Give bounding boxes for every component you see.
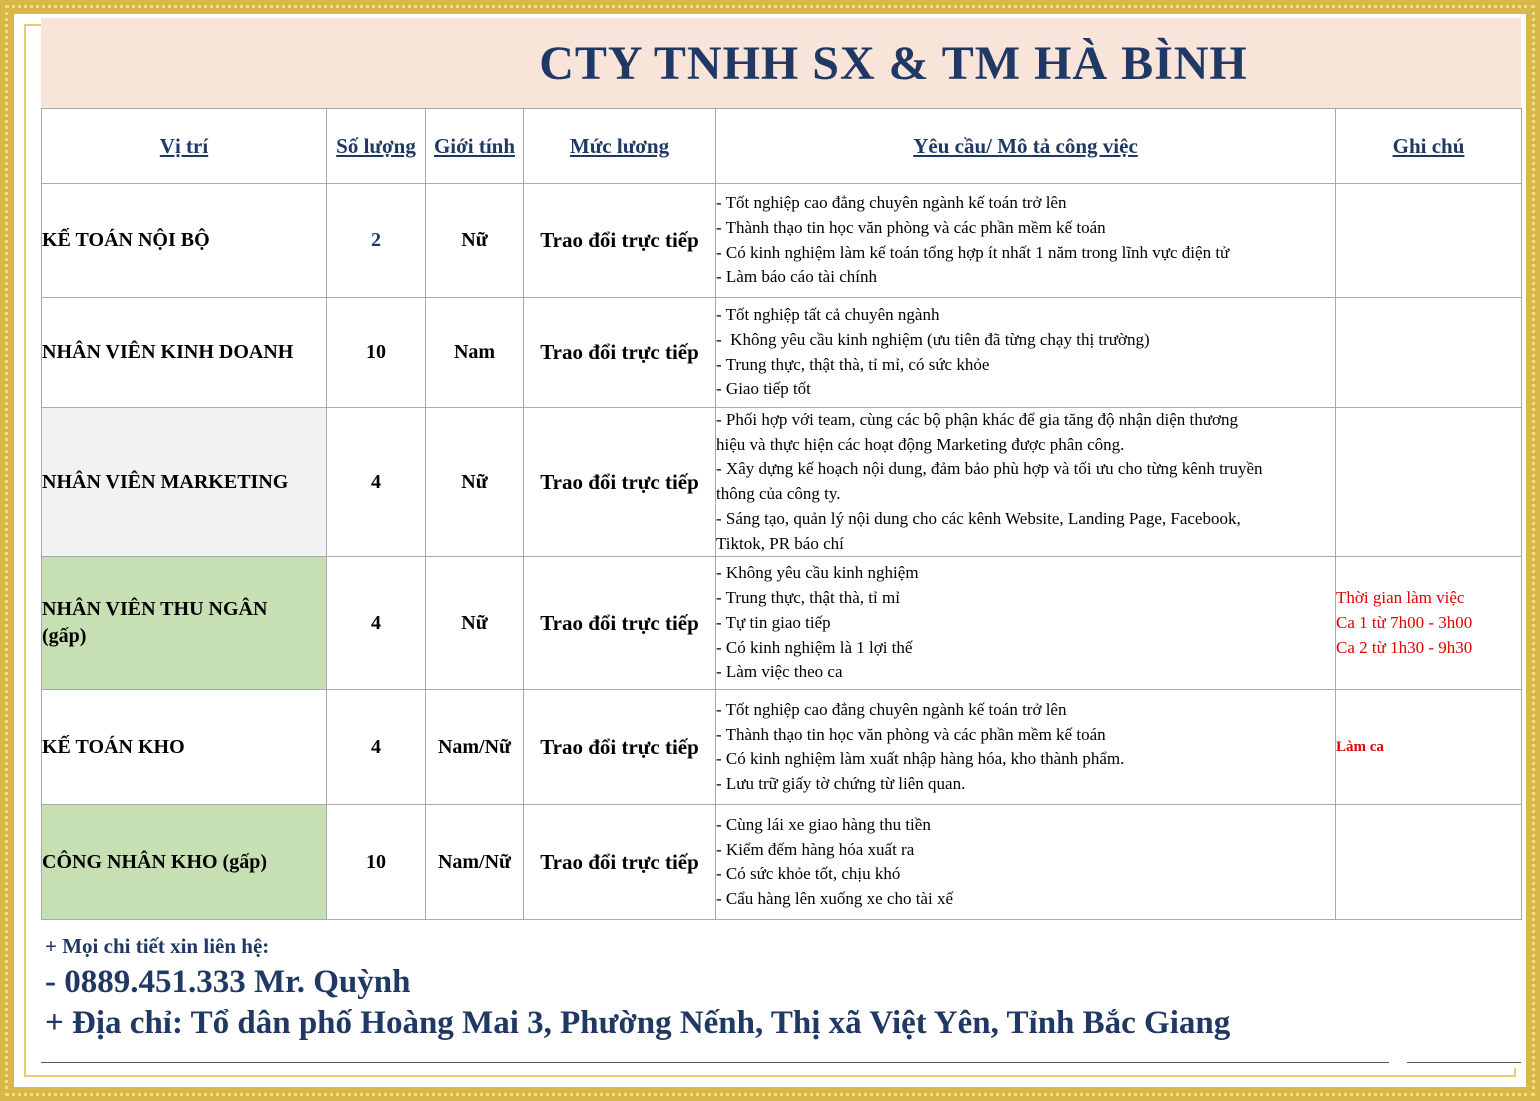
cell-description: [716, 408, 1336, 557]
description-line: - Tốt nghiệp cao đẳng chuyên ngành kế toán trở lên: [716, 193, 1067, 213]
header-quantity: Số lượng: [327, 109, 426, 184]
title-bar: [41, 18, 1521, 109]
description-line: - Có kinh nghiệm làm xuất nhập hàng hóa, kho thành phẩm.: [716, 749, 1125, 769]
contact-phone: - 0889.451.333 Mr. Quỳnh: [45, 964, 411, 1000]
description-line: - Thành thạo tin học văn phòng và các phần mềm kế toán: [716, 217, 1106, 237]
cell-quantity: 10: [327, 805, 426, 920]
description-line: - Trung thực, thật thà, tỉ mỉ: [716, 588, 900, 608]
description-line: - Làm việc theo ca: [716, 662, 843, 682]
description-line: - Có sức khỏe tốt, chịu khó: [716, 864, 901, 884]
header-gender: Giới tính: [426, 109, 524, 184]
company-title: CTY TNHH SX & TM HÀ BÌNH: [539, 37, 1248, 90]
note-line: Ca 2 từ 1h30 - 9h30: [1336, 637, 1473, 657]
table-row: [42, 805, 1522, 920]
description-line: - Phối hợp với team, cùng các bộ phận khác để gia tăng độ nhận diện thương: [716, 410, 1238, 429]
note-line: Ca 1 từ 7h00 - 3h00: [1336, 612, 1473, 632]
cell-gender: Nam: [426, 298, 524, 408]
cell-gender: Nam/Nữ: [426, 805, 524, 920]
description-line: - Cẩu hàng lên xuống xe cho tài xế: [716, 888, 953, 908]
cell-salary: Trao đổi trực tiếp: [524, 408, 716, 557]
description-line: - Làm báo cáo tài chính: [716, 267, 877, 287]
description-line: - Cùng lái xe giao hàng thu tiền: [716, 814, 931, 834]
description-line: - Trung thực, thật thà, tỉ mỉ, có sức khỏe: [716, 354, 990, 374]
cell-gender: Nữ: [426, 184, 524, 298]
cell-note: [1336, 557, 1522, 690]
cell-position: NHÂN VIÊN THU NGÂN (gấp): [42, 557, 327, 690]
cell-note: [1336, 184, 1522, 298]
cell-position: NHÂN VIÊN MARKETING: [42, 408, 327, 557]
jobs-table: [41, 108, 1522, 920]
cell-gender: Nữ: [426, 557, 524, 690]
description-line: - Xây dựng kế hoạch nội dung, đảm bảo phù hợp và tối ưu cho từng kênh truyền: [716, 459, 1263, 479]
cell-quantity: 10: [327, 298, 426, 408]
cell-description: [716, 690, 1336, 805]
cell-gender: Nam/Nữ: [426, 690, 524, 805]
table-row: [42, 184, 1522, 298]
table-row: [42, 557, 1522, 690]
cell-quantity: 2: [327, 184, 426, 298]
description-line: - Thành thạo tin học văn phòng và các phần mềm kế toán: [716, 724, 1106, 744]
header-description: Yêu cầu/ Mô tả công việc: [716, 109, 1336, 184]
cell-note: [1336, 408, 1522, 557]
description-line: - Có kinh nghiệm làm kế toán tổng hợp ít nhất 1 năm trong lĩnh vực điện tử: [716, 242, 1230, 262]
note-line: Làm ca: [1336, 738, 1384, 755]
cell-description: [716, 298, 1336, 408]
description-line: - Tự tin giao tiếp: [716, 612, 831, 632]
cell-quantity: 4: [327, 690, 426, 805]
description-line: - Có kinh nghiệm là 1 lợi thế: [716, 637, 913, 657]
cell-description: [716, 557, 1336, 690]
description-line: Tiktok, PR báo chí: [716, 533, 844, 553]
footer-divider: [41, 1062, 1389, 1063]
cell-salary: Trao đổi trực tiếp: [524, 690, 716, 805]
header-salary: Mức lương: [524, 109, 716, 184]
cell-description: [716, 184, 1336, 298]
description-line: - Lưu trữ giấy tờ chứng từ liên quan.: [716, 773, 966, 793]
cell-salary: Trao đổi trực tiếp: [524, 557, 716, 690]
cell-position: KẾ TOÁN NỘI BỘ: [42, 184, 327, 298]
table-header-row: [42, 109, 1522, 184]
description-line: thông của công ty.: [716, 484, 841, 504]
description-line: - Tốt nghiệp cao đẳng chuyên ngành kế toán trở lên: [716, 699, 1067, 719]
table-row: [42, 690, 1522, 805]
cell-note: [1336, 690, 1522, 805]
cell-salary: Trao đổi trực tiếp: [524, 805, 716, 920]
cell-position: KẾ TOÁN KHO: [42, 690, 327, 805]
description-line: - Sáng tạo, quản lý nội dung cho các kênh Website, Landing Page, Facebook,: [716, 508, 1241, 528]
description-line: - Kiểm đếm hàng hóa xuất ra: [716, 839, 915, 859]
header-position: Vị trí: [42, 109, 327, 184]
table-row: [42, 298, 1522, 408]
description-line: - Tốt nghiệp tất cả chuyên ngành: [716, 305, 940, 325]
job-posting-sheet: [41, 18, 1521, 1068]
contact-section: [45, 934, 1230, 1042]
contact-intro: + Mọi chi tiết xin liên hệ:: [45, 934, 270, 958]
cell-position: CÔNG NHÂN KHO (gấp): [42, 805, 327, 920]
cell-quantity: 4: [327, 557, 426, 690]
cell-salary: Trao đổi trực tiếp: [524, 298, 716, 408]
cell-note: [1336, 298, 1522, 408]
cell-position: NHÂN VIÊN KINH DOANH: [42, 298, 327, 408]
header-note: Ghi chú: [1336, 109, 1522, 184]
cell-salary: Trao đổi trực tiếp: [524, 184, 716, 298]
cell-quantity: 4: [327, 408, 426, 557]
description-line: - Giao tiếp tốt: [716, 379, 811, 399]
cell-note: [1336, 805, 1522, 920]
note-line: Thời gian làm việc: [1336, 588, 1465, 608]
description-line: - Không yêu cầu kinh nghiệm: [716, 563, 919, 583]
description-line: - Không yêu cầu kinh nghiệm (ưu tiên đã từng chạy thị trường): [716, 329, 1150, 349]
footer-divider-short: [1407, 1062, 1521, 1063]
cell-gender: Nữ: [426, 408, 524, 557]
table-row: [42, 408, 1522, 557]
cell-description: [716, 805, 1336, 920]
contact-address: + Địa chỉ: Tổ dân phố Hoàng Mai 3, Phường Nếnh, Thị xã Việt Yên, Tỉnh Bắc Giang: [45, 1005, 1231, 1041]
description-line: hiệu và thực hiện các hoạt động Marketing được phân công.: [716, 434, 1125, 454]
